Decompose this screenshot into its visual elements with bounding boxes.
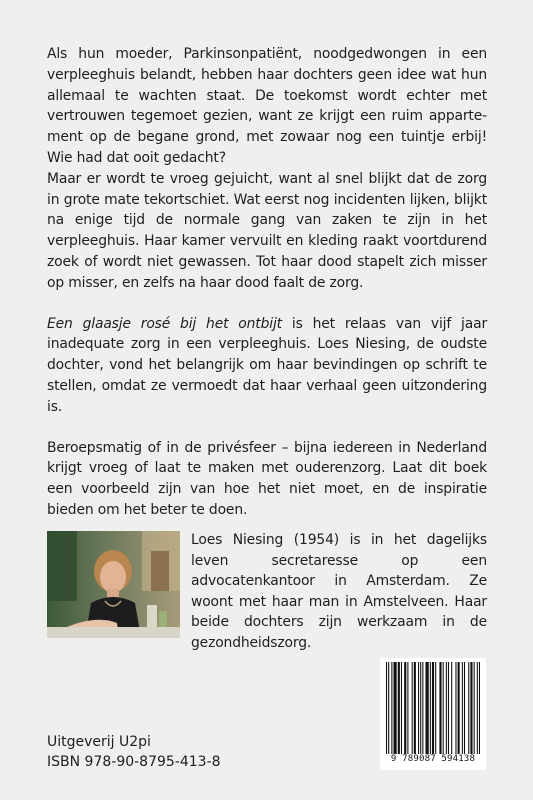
barcode-bar: [420, 662, 421, 754]
barcode-bar: [432, 662, 434, 754]
author-photo-illustration: [47, 531, 180, 638]
barcode-digits: 9 789087 594138: [390, 754, 476, 764]
barcode-bar: [422, 662, 423, 754]
barcode-bar: [464, 662, 465, 754]
barcode-bar: [446, 662, 447, 754]
barcode-bar: [414, 662, 416, 754]
barcode-bar: [386, 662, 387, 754]
barcode-bar: [455, 662, 456, 754]
barcode-bar: [393, 662, 396, 754]
barcode-bar: [448, 662, 449, 754]
blurb-text: [47, 44, 487, 521]
barcode-bar: [418, 662, 419, 754]
isbn-number: ISBN 978-90-8795-413-8: [47, 754, 221, 770]
barcode-bars: [386, 662, 480, 754]
isbn-barcode: [380, 658, 486, 770]
barcode-bar: [474, 662, 475, 754]
barcode-bar: [398, 662, 400, 754]
blurb-paragraph-care: Maar er wordt te vroeg gejuicht, want al snel blijkt dat de zorg in grote mate tekortschiet. Wat eerst nog incidenten lijken, blijkt na enige tijd de normale gang van zaken te zijn in het verpleeghuis. Haar kamer vervuilt en kleding raakt voortdurend zoek of wordt niet gewassen. Tot haar dood stapelt zich misser op misser, en zelfs na haar dood faalt de zorg.: [47, 170, 487, 291]
barcode-bar: [462, 662, 463, 754]
barcode-bar: [451, 662, 452, 754]
book-title: Een glaasje rosé bij het ontbijt: [47, 315, 282, 332]
author-bio: Loes Niesing (1954) is in het dagelijks leven secretaresse op een advocatenkantoor in Amsterdam. Ze woont met haar man in Amstelveen. Haar beide dochters zijn werkzaam in de gezondheidszorg.: [191, 532, 487, 651]
blurb-paragraph-book-rest: is het relaas van vijf jaar inadequate zorg in een verpleeghuis. Loes Niesing, de oudste dochter, vond het belangrijk om haar bevindingen op schrift te stellen, omdat ze vermoedt dat haar verhaal geen uitzondering is.: [47, 315, 488, 415]
barcode-bar: [412, 662, 413, 754]
barcode-bar: [404, 662, 406, 754]
barcode-bar: [430, 662, 431, 754]
barcode-bar: [401, 662, 402, 754]
barcode-bar: [407, 662, 408, 754]
barcode-bar: [443, 662, 444, 754]
publisher-name: Uitgeverij U2pi: [47, 734, 151, 750]
barcode-bar: [388, 662, 389, 754]
author-photo: [47, 531, 180, 638]
barcode-bar: [426, 662, 429, 754]
barcode-bar: [439, 662, 441, 754]
blurb-paragraph-intro: Als hun moeder, Parkinsonpatiënt, noodgedwongen in een verpleeghuis belandt, hebben haar dochters geen idee wat hun allemaal te wachten staat. De toekomst wordt echter met vertrouwen tegemoet gezien, want ze krijgt een ruim apparte-ment op de begane grond, met zowaar nog een tuintje erbij! Wie had dat ooit gedacht?: [47, 46, 487, 166]
barcode-bar: [477, 662, 478, 754]
barcode-bar: [435, 662, 436, 754]
barcode-bar: [479, 662, 480, 754]
barcode-bar: [391, 662, 392, 754]
blurb-paragraph-closing: Beroepsmatig of in de privésfeer – bijna iedereen in Nederland krijgt vroeg of laat te maken met ouderenzorg. Laat dit boek een voorbeeld zijn van hoe het niet moet, en de inspiratie bieden om het beter te doen.: [47, 439, 487, 518]
barcode-bar: [470, 662, 472, 754]
barcode-bar: [458, 662, 460, 754]
barcode-bar: [468, 662, 469, 754]
blurb-paragraph-book: [47, 314, 487, 418]
